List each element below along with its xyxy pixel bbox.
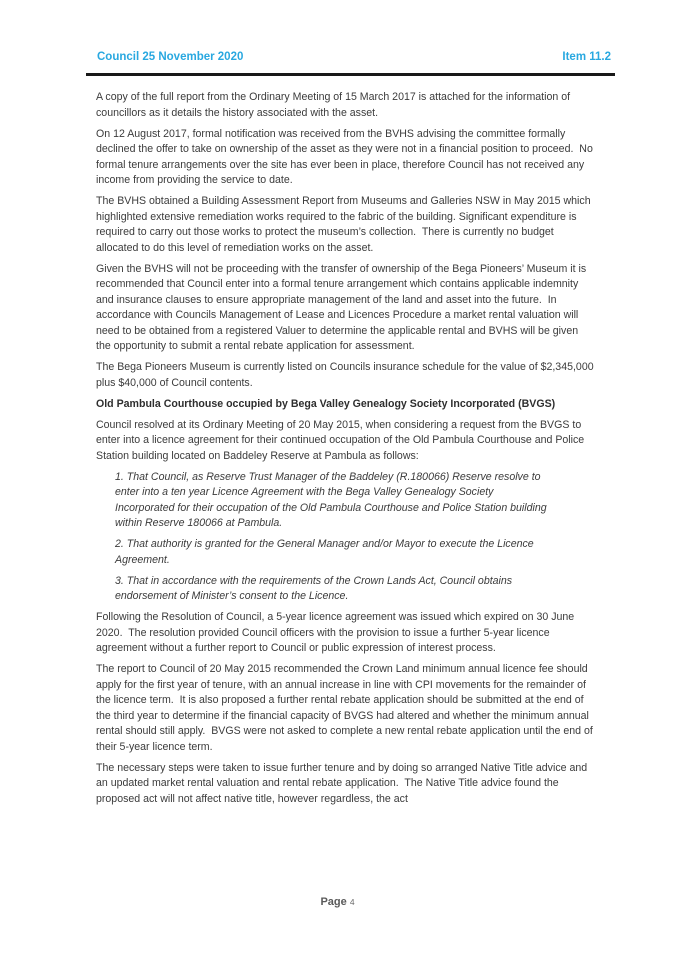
document-body — [96, 90, 595, 813]
paragraph: On 12 August 2017, formal notification was received from the BVHS advising the committee formally declined the offer to take on ownership of the asset as they were not in a financial position to proceed. No formal tenure arrangements over the site has ever been in place, therefore Council has not received any income from providing the service to date. — [96, 127, 596, 186]
paragraph: The BVHS obtained a Building Assessment Report from Museums and Galleries NSW in May 2015 which highlighted extensive remediation works required to the fabric of the building. Significant expenditure is required to carry out those works to protect the museum’s collection. There is currently no budget allocated to do this level of remediation works on the asset. — [96, 195, 594, 254]
header-divider — [86, 73, 615, 76]
section-heading: Old Pambula Courthouse occupied by Bega Valley Genealogy Society Incorporated (BVGS) — [96, 397, 556, 410]
resolution-item: 3. That in accordance with the requirements of the Crown Lands Act, Council obtains endorsement of Minister’s consent to the Licence. — [115, 574, 516, 602]
page-footer — [0, 896, 675, 908]
paragraph: The Bega Pioneers Museum is currently listed on Councils insurance schedule for the value of $2,345,000 plus $40,000 of Council contents. — [96, 361, 597, 389]
paragraph: Given the BVHS will not be proceeding with the transfer of ownership of the Bega Pioneers’ Museum it is recommended that Council enter into a formal tenure arrangement which contains applicable indemnity and insurance clauses to ensure appropriate management of the land and asset into the future. In accordance with Councils Management of Lease and Licences Procedure a market rental valuation will need to be obtained from a registered Valuer to determine the applicable rental and BVHS will be given the opportunity to submit a rental rebate application for assessment. — [96, 262, 590, 352]
header-item-number: Item 11.2 — [562, 51, 611, 63]
paragraph: The necessary steps were taken to issue further tenure and by doing so arranged Native Title advice and an updated market rental valuation and rental rebate application. The Native Title advice found the proposed act will not affect native title, however regardless, the act — [96, 761, 591, 805]
paragraph: The report to Council of 20 May 2015 recommended the Crown Land minimum annual licence fee should apply for the first year of tenure, with an annual increase in line with CPI movements for the remainder of the licence term. It is also proposed a further rental rebate application should be submitted at the end of the third year to determine if the financial capacity of BVGS had altered and whether the minimum annual rental should still apply. BVGS were not asked to complete a new rental rebate application until the end of their 5-year licence term. — [96, 663, 596, 753]
page-footer-label: Page — [320, 896, 347, 908]
header-council-date: Council 25 November 2020 — [97, 51, 244, 63]
paragraph: Following the Resolution of Council, a 5-year licence agreement was issued which expired on 30 June 2020. The resolution provided Council officers with the provision to issue a further 5-year licence agreement without a further report to Council or public expression of interest process. — [96, 611, 578, 654]
resolution-item: 1. That Council, as Reserve Trust Manager of the Baddeley (R.180066) Reserve resolve to enter into a ten year Licence Agreement with the Bega Valley Genealogy Society Incorporated for their occupation of the Old Pambula Courthouse and Police Station building within Reserve 180066 at Pambula. — [115, 470, 550, 529]
paragraph: Council resolved at its Ordinary Meeting of 20 May 2015, when considering a request from the BVGS to enter into a licence agreement for their continued occupation of the Old Pambula Courthouse and Police Station building located on Baddeley Reserve at Pambula as follows: — [96, 418, 588, 462]
page-header — [97, 51, 611, 63]
paragraph: A copy of the full report from the Ordinary Meeting of 15 March 2017 is attached for the information of councillors as it details the history associated with the asset. — [96, 91, 573, 119]
resolution-item: 2. That authority is granted for the General Manager and/or Mayor to execute the Licence Agreement. — [115, 538, 537, 566]
page-footer-number: 4 — [349, 897, 355, 907]
